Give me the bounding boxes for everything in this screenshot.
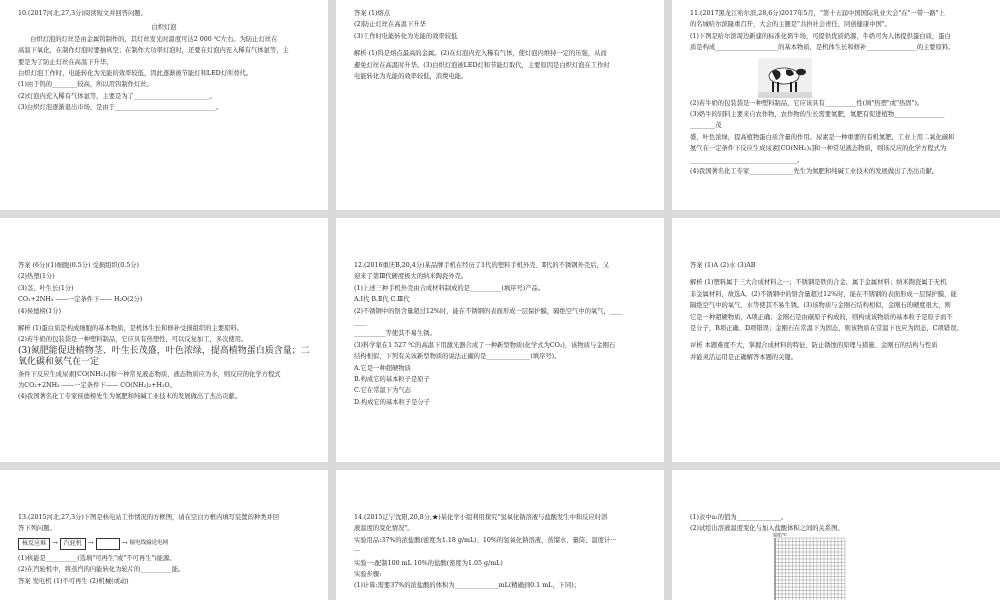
text-line: 盛，叶色浓绿，提高植物蛋白质含量的作用。尿素是一种重要的有机氮肥，工业上用二氧化碳和 (690, 133, 955, 141)
flow-box-blank (96, 538, 120, 550)
text-line: 氨气在一定条件下反应生成尿素[CO(NH₂)₂]和一种常见液态物质，则该反应的化学方程式为 (690, 145, 947, 153)
text-line: ··· (354, 548, 361, 556)
question-item: 质是构成____________________的基本物质，是机体生长和修补________________的主要原料。 (690, 44, 955, 52)
question-item: (3)科学家在1 527 ℃的高温下用激光器合成了一种新型物质(化学式为CO₂)，该物质与金刚石 (354, 341, 616, 349)
question-heading: 10.(2017河北,27,3分)阅读短文并回答问题。 (18, 10, 147, 17)
analysis-line: 隔绝空气中的氧气、水等使其不易生锈。(3)该物质与金刚石结构相似，金刚石的硬度很大，则 (690, 302, 951, 310)
analysis-line: 解析 (1)蛋白质是构成细胞的基本物质，是机体生长和修补受损组织的主要原料。 (18, 325, 244, 333)
option-line: A.它是一种超硬物质 (354, 364, 411, 372)
analysis-line: 非金属材料，故选A。(2)不锈钢中的铬含量超过12%时，能在不锈钢的表面形成一层保护膜，能 (690, 290, 957, 298)
answer-line: (2)热塑(1分) (18, 273, 55, 281)
question-item: (2)试绘出溶液温度变化与加入盐酸体积之间的关系图。 (690, 525, 844, 533)
analysis-line: 条件下反应生成尿素[CO(NH₂)₂]和一种常见液态物质，液态物质应为水，则反应的化学方程式 (18, 370, 281, 378)
page-1[interactable] (0, 0, 328, 210)
analysis-line: 是分子，B项正确、D项错误；金刚石在常温下为固态，则该物质在常温下也应为固态，C项错误。 (690, 325, 963, 333)
text-line: 要是为了防止灯丝在高温下升华。 (18, 58, 113, 66)
text-line: 白炽灯泡的灯丝是由金属钨制作的，其灯丝发光时温度可达2 000 ℃左右。为防止灯丝在 (30, 35, 278, 43)
arrow-icon: → (52, 539, 58, 548)
answer-line: 答案 (6分)(1)细胞(0.5分) 受损组织(0.5分) (18, 262, 139, 269)
page-5[interactable] (336, 218, 664, 462)
page-4[interactable] (0, 218, 328, 462)
analysis-line: (3)氮肥能促进植物茎、叶生长茂盛，叶色浓绿，提高植物蛋白质含量；二氧化碳和氨气在一定 (18, 345, 310, 368)
text-line: 白炽灯泡工作时，电能转化为光能的效率较低，因此逐渐被节能灯和LED灯所替代。 (18, 70, 253, 78)
answer-line: 答案 发电机 (1)不可再生 (2)机械(或动) (18, 577, 129, 585)
page-7[interactable] (0, 470, 328, 600)
arrow-icon: → (87, 539, 94, 548)
analysis-line: 解析 (1)塑料属于三大合成材料之一；不锈钢是铁的合金，属于金属材料；纳米陶瓷属于无机 (690, 279, 947, 287)
question-item: (2)在汽轮机中，将蒸汽的内能转化为轮片的__________能。 (18, 566, 185, 574)
question-item: (3)白炽灯泡逐渐退出市场，是由于________________________________。 (18, 104, 223, 112)
text-line: 实验用品:37%的浓盐酸(密度为1.18 g/mL)、10%的氢氧化钠溶液、蒸馏水、量筒、温度计··· (354, 536, 617, 544)
question-item: (3)奶牛的饲料主要来自农作物，农作物的生长需要氮肥，氮肥有促进植物________________ (690, 111, 945, 119)
text-line: 实验步骤: (354, 571, 382, 579)
text-line: 液温度的变化情况"。 (354, 525, 414, 533)
flow-label-grid: 输电线输送电网 (129, 540, 169, 547)
text-line: 答下列问题。 (18, 525, 56, 533)
text-line: 实验一:配制100 mL 10%的盐酸(密度为1.05 g/mL) (354, 559, 503, 567)
comment-line: 并能灵活运用是正确解答本题的关键。 (690, 353, 798, 361)
answer-line: (2)防止灯丝在高温下升华 (354, 21, 426, 29)
answer-line: 答案 (1)熔点 (354, 10, 391, 17)
question-heading: 13.(2015河北,27,3分)下图是核电站工作情况的方框图，请在空白方框内填写装置的种类并回 (18, 514, 280, 521)
article-title: 白炽灯泡 (151, 24, 177, 32)
text-line: 迎来了第Ⅲ代硬度极大的纳米陶瓷外壳。 (354, 273, 468, 281)
flow-box-turbine: 汽轮机 (60, 538, 86, 550)
question-item: (4)我国著名化工专家______________先生为氮肥和纯碱工业技术的发展做出了杰出贡献。 (690, 168, 939, 176)
text-line: __________等使其不易生锈。 (354, 330, 436, 338)
question-heading: 11.(2017黑龙江哈尔滨,28,6分)2017年5月，"第十五届中国国际乳业大会"在"一带一路"上 (690, 10, 945, 17)
equation-line: 为CO₂+2NH₃ ——一定条件下—— CO(NH₂)₂+H₂O。 (18, 382, 176, 390)
option-line: C.它在常温下为气态 (354, 387, 411, 395)
answer-line: (3)茎、叶生长(1分) (18, 284, 74, 292)
option-line: A.Ⅰ代 B.Ⅱ代 C.Ⅲ代 (354, 296, 410, 304)
question-item: (1)上述三种手机外壳由合成材料制成的是__________(填序号)产品。 (354, 284, 545, 292)
question-item: (1)表中a₁的值为______________。 (690, 514, 788, 521)
analysis-line: (4)我国著名化工专家侯德榜先生为氮肥和纯碱工业技术的发展做出了杰出贡献。 (18, 393, 242, 401)
page-9[interactable] (672, 470, 1000, 600)
text-line: 的名城哈尔滨隆重召开，大会的主题是"共担社会责任，同创健康中国"。 (690, 21, 891, 29)
question-item: (2)若牛奶的包装袋是一种塑料制品，它应该具有__________性(填"热塑"或"热固")。 (690, 99, 924, 107)
question-heading: 12.(2016重庆B,20,4分)某品牌手机在经历了1代的塑料手机外壳、Ⅱ代的不锈钢外壳后，又 (354, 262, 610, 269)
question-item: (1)下图是哈尔滨周边新建的标准化奶牛场，可提供优质奶源，牛奶可为人体提供蛋白质，蛋白 (690, 32, 951, 40)
question-item: (1)计算:需要37%的浓盐酸的体积为______________mL(精确到0.1 mL，下同)； (354, 582, 580, 590)
chart-axis-label: 温度/℃ (773, 532, 787, 537)
option-line: B.构成它的基本粒子是原子 (354, 376, 430, 384)
analysis-line: 电能转化为光能的效率较低，浪费电能。 (354, 73, 468, 81)
page-8[interactable] (336, 470, 664, 600)
page-6[interactable] (672, 218, 1000, 462)
text-line: 高温下氧化，在制作灯泡时要抽真空；在制作大功率灯泡时，还要在灯泡内充入稀有气体氩等，主 (18, 47, 289, 55)
equation-line: CO₂+2NH₃ ——一定条件下—— H₂O(2分) (18, 296, 143, 304)
question-item: ________茂 (690, 122, 722, 130)
page-3[interactable] (672, 0, 1000, 210)
option-line: D.构成它的基本粒子是分子 (354, 398, 431, 406)
grid-chart (767, 530, 847, 600)
analysis-line: 解析 (1)钨是熔点最高的金属。(2)在灯泡内充入稀有气体，使灯泡内维持一定的压强，从而 (354, 50, 607, 58)
flow-diagram (18, 538, 310, 550)
answer-line: (4)侯德榜(1分) (18, 307, 62, 315)
comment-line: 评析 本题难度不大，掌握合成材料的特征、防止锈蚀的原理与措施、金刚石的结构与性质 (690, 342, 938, 350)
text-line: ____ (354, 319, 367, 327)
text-line: __________________________________。 (690, 156, 804, 164)
analysis-line: (2)若牛奶的包装袋是一种塑料制品，它应具有热塑性，可以反复加工，多次使用。 (18, 336, 248, 344)
analysis-line: 它是一种超硬物质，A项正确；金刚石是由碳原子构成的，则构成该物质的基本粒子是原子而不 (690, 313, 953, 321)
answer-line: 答案 (1)A (2)水 (3)AB (690, 262, 756, 269)
analysis-line: 避免灯丝在高温时升华。(3)白炽灯泡被LED灯和节能灯取代，主要原因是白炽灯泡在工作时 (354, 61, 610, 69)
answer-line: (3)工作时电能转化为光能的效率较低 (354, 32, 458, 40)
question-item: (2)灯泡内充入稀有气体氩等，主要是为了________________________。 (18, 92, 216, 100)
text-line: 结构相似，下列有关该新型物质的说法正确的是______________(填序号)。 (354, 353, 561, 361)
question-item: (1)核能是__________(选填"可再生"或"不可再生")能源。 (18, 554, 176, 562)
question-heading: 14.(2015辽宁沈阳,20,8分,★)某化学小组利用探究"氢氧化钠溶液与盐酸发生中和反应时溶 (354, 514, 608, 521)
cow-image (758, 58, 812, 98)
flow-box-reactor: 核反应堆 (18, 538, 50, 550)
arrow-icon: → (121, 539, 128, 548)
page-2[interactable] (336, 0, 664, 210)
question-item: (1)由于钨的________较高，所以用钨制作灯丝。 (18, 81, 153, 89)
question-item: (2)不锈钢中的铬含量超过12%时，能在不锈钢的表面形成一层保护膜，隔绝空气中的氧气，____ (354, 307, 623, 315)
